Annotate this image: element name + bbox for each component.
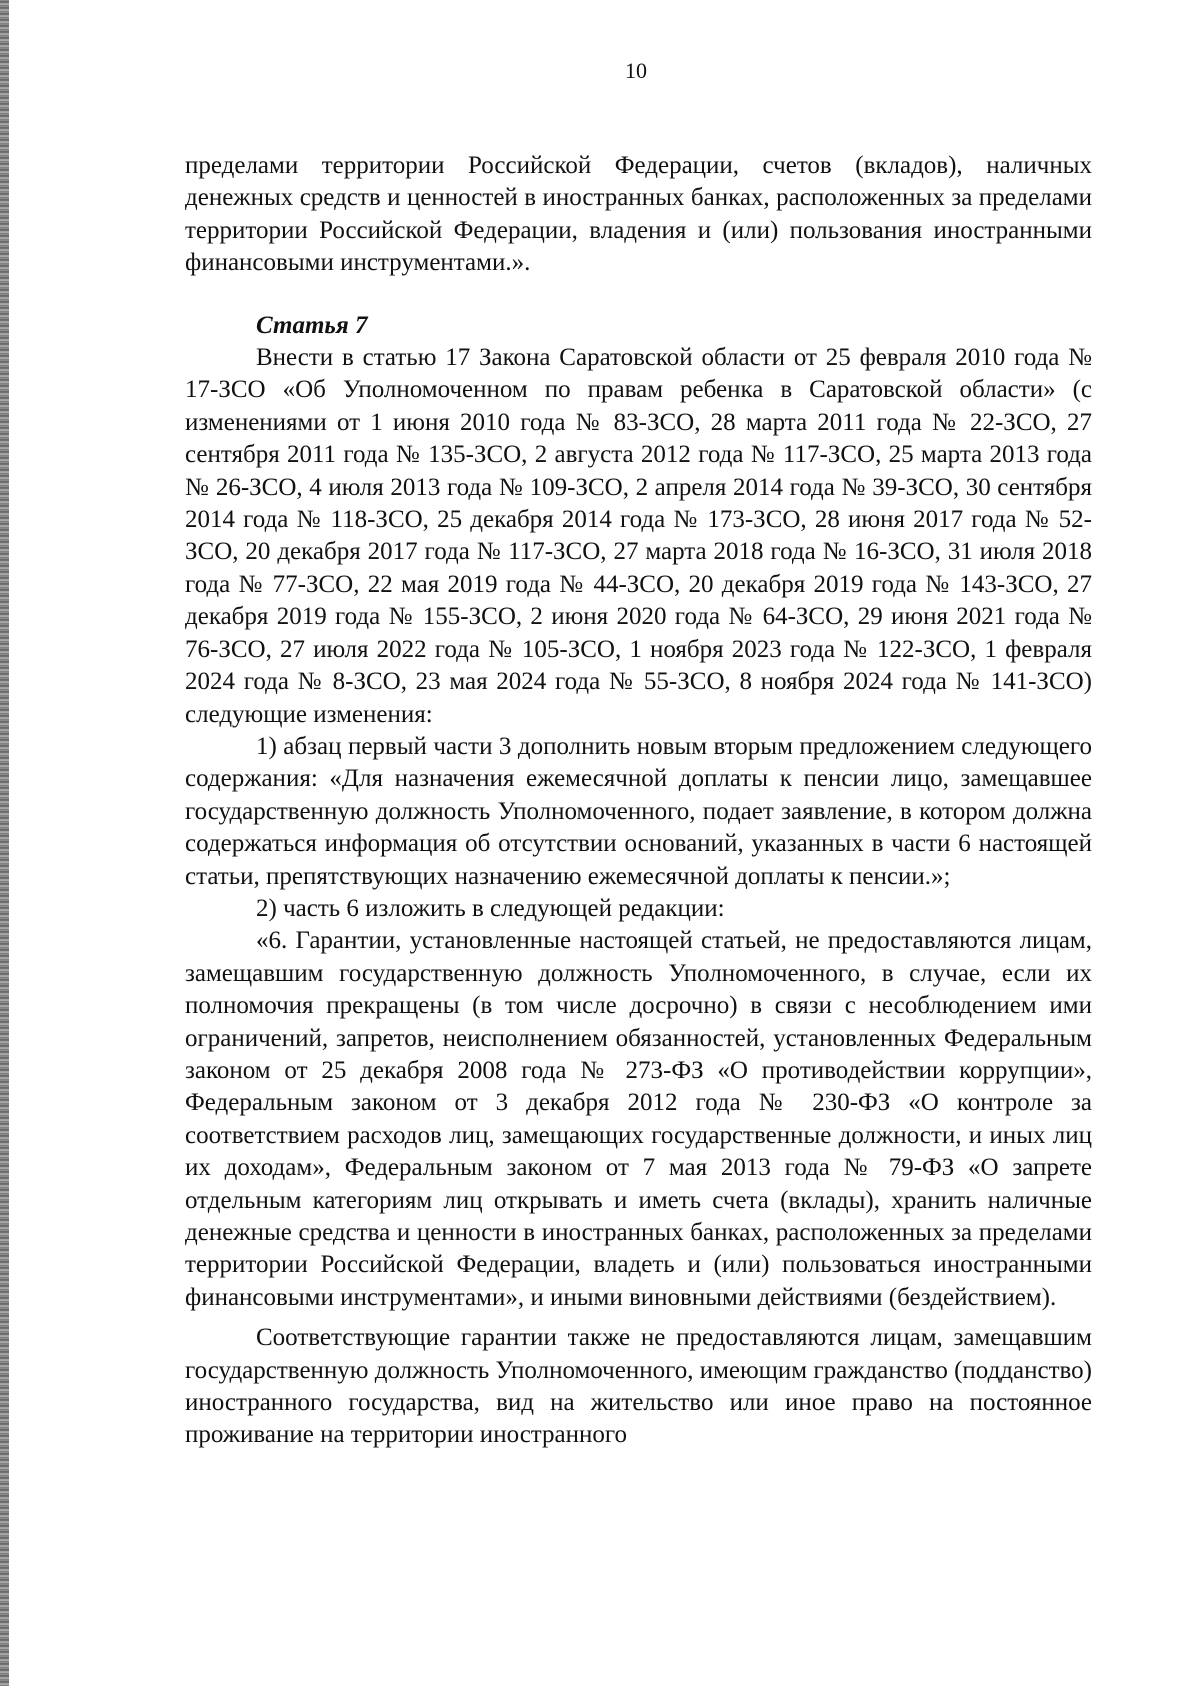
quoted-part-6: «6. Гарантии, установленные настоящей статьей, не предоставляются лицам, замещавшим государственную должность Уполномоченного, в случае, если их полномочия прекращены (в том числе досрочно) в связи с несоблюдением ими ограничений, запретов, неисполнением обязанностей, установленных Федеральным законом от 25 декабря 2008 года № 273-ФЗ «О противодействии коррупции», Федеральным законом от 3 декабря 2012 года № 230-ФЗ «О контроле за соответствием расходов лиц, замещающих государственные должности, и иных лиц их доходам», Федеральным законом от 7 мая 2013 года № 79-ФЗ «О запрете отдельным категориям лиц открывать и иметь счета (вклады), хранить наличные денежные средства и ценности в иностранных банках, расположенных за пределами территории Российской Федерации, владеть и (или) пользоваться иностранными финансовыми инструментами», и иными виновными действиями (бездействием). xyxy=(185,927,1092,1311)
scan-edge xyxy=(0,0,9,1686)
article-item-1: 1) абзац первый части 3 дополнить новым вторым предложением следующего содержания: «Для назначения ежемесячной доплаты к пенсии лицо, замещавшее государственную должность Уполномоченного, подает заявление, в котором должна содержаться информация об отсутствии оснований, указанных в части 6 настоящей статьи, препятствующих назначению ежемесячной доплаты к пенсии.»; xyxy=(185,732,1092,890)
article-heading: Статья 7 xyxy=(256,311,368,339)
article-item-2: 2) часть 6 изложить в следующей редакции: xyxy=(256,894,725,922)
page-number: 10 xyxy=(625,58,647,83)
document-body xyxy=(185,150,1092,1452)
final-paragraph: Соответствующие гарантии также не предоставляются лицам, замещавшим государственную должность Уполномоченного, имеющим гражданство (подданство) иностранного государства, вид на жительство или иное право на постоянное проживание на территории иностранного xyxy=(185,1324,1092,1449)
lead-paragraph: пределами территории Российской Федерации, счетов (вкладов), наличных денежных средств и ценностей в иностранных банках, расположенных за пределами территории Российской Федерации, владения и (или) пользования иностранными финансовыми инструментами.». xyxy=(185,152,1092,277)
article-intro-paragraph: Внести в статью 17 Закона Саратовской области от 25 февраля 2010 года № 17-ЗСО «Об Уполномоченном по правам ребенка в Саратовской области» (с изменениями от 1 июня 2010 года № 83-ЗСО, 28 марта 2011 года № 22-ЗСО, 27 сентября 2011 года № 135-ЗСО, 2 августа 2012 года № 117-ЗСО, 25 марта 2013 года № 26-ЗСО, 4 июля 2013 года № 109-ЗСО, 2 апреля 2014 года № 39-ЗСО, 30 сентября 2014 года № 118-ЗСО, 25 декабря 2014 года № 173-ЗСО, 28 июня 2017 года № 52-ЗСО, 20 декабря 2017 года № 117-ЗСО, 27 марта 2018 года № 16-ЗСО, 31 июля 2018 года № 77-ЗСО, 22 мая 2019 года № 44-ЗСО, 20 декабря 2019 года № 143-ЗСО, 27 декабря 2019 года № 155-ЗСО, 2 июня 2020 года № 64-ЗСО, 29 июня 2021 года № 76-ЗСО, 27 июля 2022 года № 105-ЗСО, 1 ноября 2023 года № 122-ЗСО, 1 февраля 2024 года № 8-ЗСО, 23 мая 2024 года № 55-ЗСО, 8 ноября 2024 года № 141-ЗСО) следующие изменения: xyxy=(185,344,1092,728)
